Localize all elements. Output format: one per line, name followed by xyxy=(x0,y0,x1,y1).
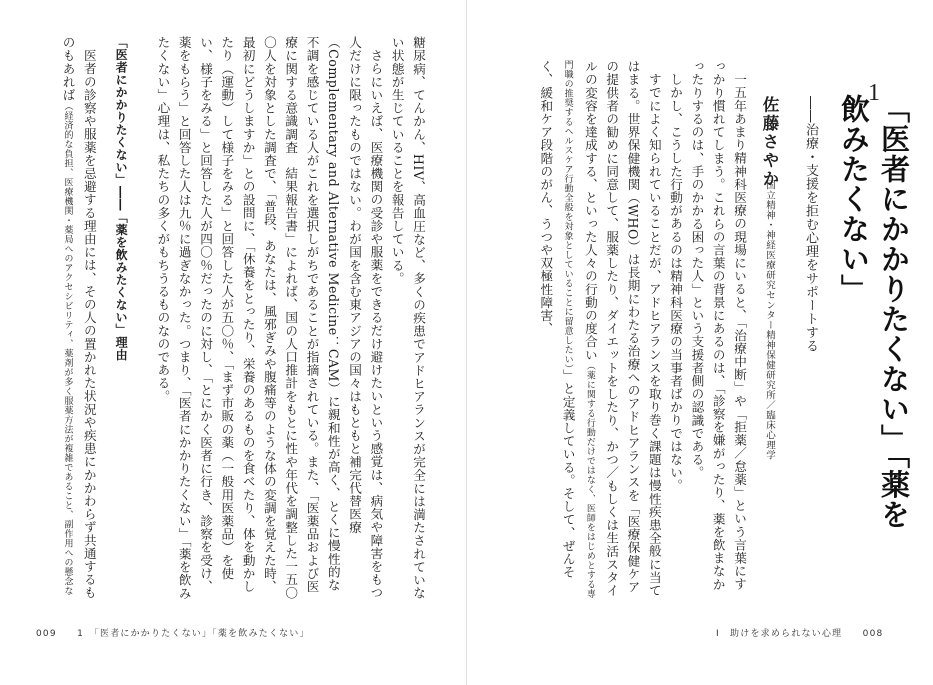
paragraph xyxy=(535,60,665,600)
author-affiliation: 国立精神・神経医療研究センター精神保健研究所／臨床心理学 xyxy=(764,180,775,460)
paragraph: 一五年あまり精神科医療の現場にいると、「治療中断」や「拒薬／怠薬」という言葉にすっかり慣れてしまう。これらの言葉の背景にあるのは、「診察を嫌がったり、薬を飲まなかったりするのは、手のかかる困った人」という支援者側の認識である。 xyxy=(689,60,747,591)
chapter-number: 1 xyxy=(861,80,887,106)
author-name: 佐藤さやか xyxy=(760,96,779,189)
running-footer-left: 009 1 「医者にかかりたくない」「薬を飲みたくない」 xyxy=(36,629,310,639)
inline-note: （経済的な負担、医療機関・薬局へのアクセシビリティ、薬剤が多く服薬方法が複雑であること、副作用への懸念な xyxy=(62,101,73,596)
left-page-body xyxy=(60,36,429,602)
paragraph-text: すでによく知られていることだが、アドヒアランスを取り巻く課題は慢性疾患全般に当てはまる。世界保健機関（WHO）は長期にわたる治療へのアドヒアランスを「医療保健ケアの提供者の勧めに同意して、服薬したり、ダイエットをしたり、かつ／もしくは生活スタイルの変容を達成する、といった人々の行動の度合い xyxy=(582,60,662,598)
chapter-subtitle: ――治療・支援を拒む心理をサポートする xyxy=(803,96,818,353)
right-page-body xyxy=(535,60,750,600)
chapter-title: 「医者にかかりたくない」「薬を飲みたくない」 xyxy=(837,94,911,530)
inline-note: （薬に関する行動だけではなく、医師をはじめとする専門職の推奨するヘルスケア行動全般を対象としていることに留意したい） xyxy=(562,60,595,599)
section-heading: 「医者にかかりたくない」――「薬を飲みたくない」理由 xyxy=(114,36,129,361)
paragraph-text: 」と定義している。そして、ぜんそく、緩和ケア段階のがん、うつや双極性障害、 xyxy=(538,60,576,579)
paragraph: さらにいえば、医療機関の受診や服薬をできるだけ避けたいという感覚は、病気や障害をもつ人だけに限ったものではない。わが国を含む東アジアの国々はもともと補完代替医療（Complementary and Alternative Medicine：CAM）に親和性が高く、とくに慢性的な不調を感じている人がこれを選択しがちであることが指摘されている。また、「医薬品および医療に関する意識調査 結果報告書」によれば、国の人口推計をもとに性や年代を調整した一五〇〇人を対象とした調査で、「普段、あなたは、風邪ぎみや腹痛等のような体の変調を覚えた時、最初にどうしますか」との設問に、「休養をとったり、栄養のあるものを食べたり、体を動かしたり（運動）して様子をみる」と回答した人が五〇％、「まず市販の薬（一般用医薬品）を使い、様子をみる」と回答した人が四〇％だったのに対し、「とにかく医者に行き、診察を受け、薬をもらう」と回答した人は九％に過ぎなかった。つまり、「医者にかかりたくない」「薬を飲みたくない」心理は、私たちの多くがもちうるものなのである。 xyxy=(155,36,384,600)
paragraph: 糖尿病、てんかん、HIV、高血圧など、多くの疾患でアドヒアランスが完全には満たされていない状態が生じていることを報告している。 xyxy=(389,36,426,600)
paragraph xyxy=(56,36,100,602)
running-footer-right: Ⅰ 助けを求められない心理 008 xyxy=(716,629,884,639)
paragraph-text: 医者の診察や服薬を忌避する理由には、その人の置かれた状況や疾患にかかわらず共通するものもあれば xyxy=(60,36,97,599)
paragraph: しかし、こうした行動があるのは精神科医療の当事者ばかりではない。 xyxy=(668,72,684,492)
page-gutter xyxy=(466,0,467,685)
